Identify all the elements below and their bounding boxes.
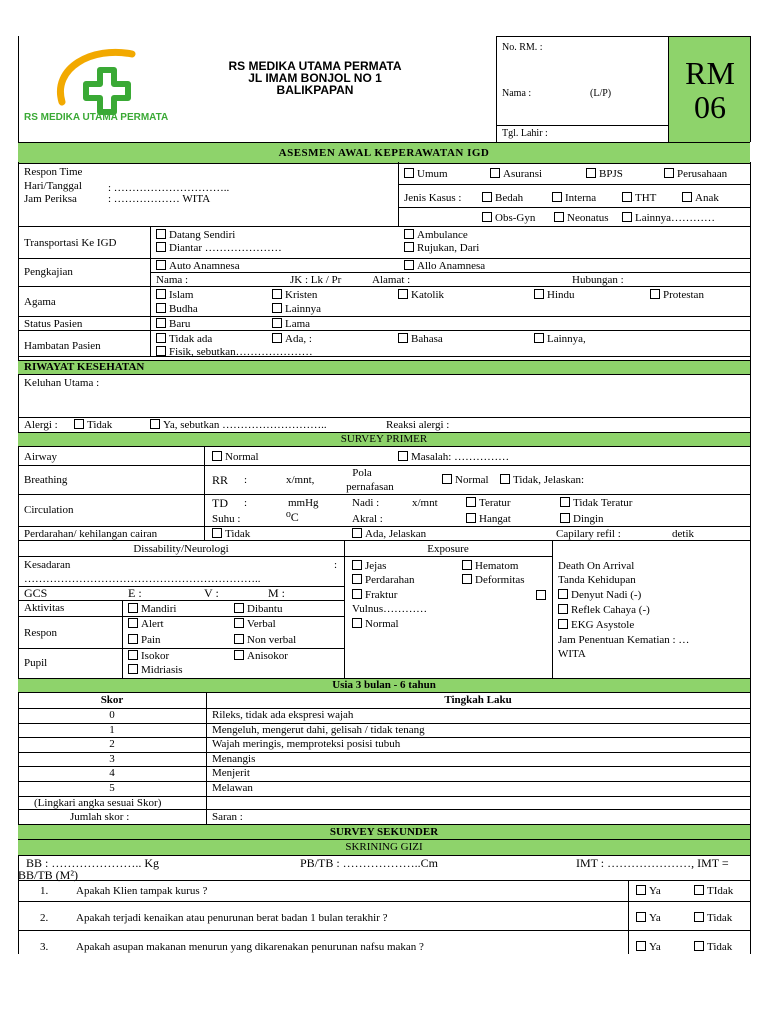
check-bahasa[interactable]: Bahasa: [398, 333, 443, 345]
check-bpjs[interactable]: BPJS: [586, 168, 623, 180]
pengkajian-alamat[interactable]: Alamat :: [372, 274, 411, 286]
check-alert[interactable]: Alert: [128, 618, 164, 630]
q3-text: Apakah asupan makanan menurun yang dikarenakan penurunan nafsu makan ?: [76, 941, 424, 953]
hospital-address: JL IMAM BONJOL NO 1: [248, 71, 382, 85]
check-protestan[interactable]: Protestan: [650, 289, 704, 301]
check-fisik[interactable]: Fisik, sebutkan…………………: [156, 346, 313, 358]
respon-label: Respon: [24, 627, 57, 639]
jumlah-skor[interactable]: Jumlah skor :: [70, 811, 130, 823]
hari-value[interactable]: : …………………………..: [108, 182, 230, 194]
tgl-lahir-label: Tgl. Lahir :: [502, 128, 548, 139]
check-anak[interactable]: Anak: [682, 192, 719, 204]
pupil-label: Pupil: [24, 657, 48, 669]
hospital-city: BALIKPAPAN: [276, 83, 354, 97]
death-title: Death On Arrival: [558, 560, 635, 572]
gcs-v[interactable]: V :: [204, 586, 219, 600]
check-deformitas[interactable]: Deformitas: [462, 574, 524, 586]
no-rm-label: No. RM. :: [502, 42, 543, 53]
form-title: ASESMEN AWAL KEPERAWATAN IGD: [278, 147, 490, 159]
pain-score-3[interactable]: 3: [109, 753, 115, 765]
survey-sekunder-title: SURVEY SEKUNDER: [329, 826, 439, 838]
status-label: Status Pasien: [24, 318, 83, 330]
pain-score-2[interactable]: 2: [109, 738, 115, 750]
jam-kematian-wita: WITA: [558, 648, 586, 660]
check-nonverbal[interactable]: Non verbal: [234, 634, 296, 646]
check-hangat[interactable]: Hangat: [466, 513, 511, 525]
logo-text: RS MEDIKA UTAMA PERMATA: [24, 112, 169, 123]
check-bedah[interactable]: Bedah: [482, 192, 523, 204]
check-tht[interactable]: THT: [622, 192, 656, 204]
check-teratur[interactable]: Teratur: [466, 497, 511, 509]
jam-kematian[interactable]: Jam Penentuan Kematian : …: [558, 634, 690, 646]
check-lama[interactable]: Lama: [272, 318, 310, 330]
survey-primer-title: SURVEY PRIMER: [340, 433, 428, 445]
tanda-kehidupan: Tanda Kehidupan: [558, 574, 636, 586]
suhu-unit: ⁰C: [286, 510, 299, 524]
hospital-name: RS MEDIKA UTAMA PERMATA: [228, 59, 402, 73]
rr-label: RR: [212, 473, 229, 487]
pbtb-field[interactable]: PB/TB : ………………..Cm: [300, 856, 439, 870]
pengkajian-hubungan[interactable]: Hubungan :: [572, 274, 624, 286]
check-islam[interactable]: Islam: [156, 289, 193, 301]
jam-value[interactable]: : ……………… WITA: [108, 193, 211, 205]
check-tidak-ada[interactable]: Tidak ada: [156, 333, 212, 345]
hari-label: Hari/Tanggal: [24, 180, 82, 192]
check-jejas[interactable]: Jejas: [352, 560, 386, 572]
nama-label: Nama :: [502, 88, 532, 99]
check-lainnya-kasus[interactable]: Lainnya…………: [622, 212, 715, 224]
check-kristen[interactable]: Kristen: [272, 289, 317, 301]
td-unit: mmHg: [288, 497, 319, 509]
check-neonatus[interactable]: Neonatus: [554, 212, 609, 224]
check-airway-normal[interactable]: Normal: [212, 451, 259, 463]
check-datang-sendiri[interactable]: Datang Sendiri: [156, 229, 235, 241]
check-perdarahan-exp[interactable]: Perdarahan: [352, 574, 414, 586]
agama-label: Agama: [24, 296, 56, 308]
skor-header: Skor: [100, 694, 124, 706]
exposure-title: Exposure: [427, 543, 469, 555]
pain-score-1[interactable]: 1: [109, 724, 115, 736]
pain-score-4[interactable]: 4: [109, 767, 115, 779]
check-tidak-teratur[interactable]: Tidak Teratur: [560, 497, 632, 509]
td-label: TD: [212, 496, 228, 510]
check-airway-masalah[interactable]: Masalah: ……………: [398, 451, 509, 463]
hambatan-label: Hambatan Pasien: [24, 340, 101, 352]
kesadaran-colon: :: [334, 559, 338, 571]
skrining-gizi-title: SKRINING GIZI: [345, 841, 423, 853]
bbtb-field: BB/TB (M²): [18, 868, 78, 882]
riwayat-title: RIWAYAT KESEHATAN: [24, 361, 145, 373]
check-midriasis[interactable]: Midriasis: [128, 664, 183, 676]
pola-label-1: Pola: [352, 467, 372, 479]
check-mandiri[interactable]: Mandiri: [128, 603, 176, 615]
pain-scale-title: Usia 3 bulan - 6 tahun: [332, 679, 436, 691]
breathing-label: Breathing: [24, 474, 68, 486]
check-interna[interactable]: Interna: [552, 192, 596, 204]
check-pain[interactable]: Pain: [128, 634, 161, 646]
check-asuransi[interactable]: Asuransi: [490, 168, 542, 180]
check-perusahaan[interactable]: Perusahaan: [664, 168, 727, 180]
check-q3-ya[interactable]: Ya: [636, 941, 661, 953]
akral-label: Akral :: [352, 513, 383, 525]
neuro-title: Dissability/Neurologi: [133, 543, 229, 555]
pain-desc-4: Menjerit: [212, 767, 250, 779]
pain-desc-1: Mengeluh, mengerut dahi, gelisah / tidak tenang: [212, 724, 425, 736]
check-verbal[interactable]: Verbal: [234, 618, 276, 630]
pain-score-0[interactable]: 0: [109, 709, 115, 721]
check-isokor[interactable]: Isokor: [128, 650, 169, 662]
gcs-m[interactable]: M :: [268, 586, 286, 600]
q1-number: 1.: [40, 885, 49, 897]
respon-time-label: Respon Time: [24, 166, 83, 178]
pain-desc-0: Rileks, tidak ada ekspresi wajah: [212, 709, 354, 721]
check-obsgyn[interactable]: Obs-Gyn: [482, 212, 535, 224]
check-pola-normal[interactable]: Normal: [442, 474, 489, 486]
check-auto-anamnesa[interactable]: Auto Anamnesa: [156, 260, 240, 272]
check-reflek[interactable]: Reflek Cahaya (-): [558, 604, 650, 616]
q2-text: Apakah terjadi kenaikan atau penurunan berat badan 1 bulan terakhir ?: [76, 912, 388, 924]
hospital-logo: [22, 40, 202, 128]
check-umum[interactable]: Umum: [404, 168, 448, 180]
check-q2-tidak[interactable]: Tidak: [694, 912, 732, 924]
check-q3-tidak[interactable]: Tidak: [694, 941, 732, 953]
pengkajian-label: Pengkajian: [24, 266, 73, 278]
gcs-label: GCS: [24, 586, 48, 600]
perdarahan-label: Perdarahan/ kehilangan cairan: [24, 528, 158, 540]
check-perdarahan-ada[interactable]: Ada, Jelaskan: [352, 528, 426, 540]
check-vulnus[interactable]: Vulnus…………: [352, 603, 428, 615]
transport-label: Transportasi Ke IGD: [24, 237, 117, 249]
check-baru[interactable]: Baru: [156, 318, 190, 330]
check-perdarahan-tidak[interactable]: Tidak: [212, 528, 250, 540]
check-q2-ya[interactable]: Ya: [636, 912, 661, 924]
kesadaran-label: Kesadaran: [24, 559, 71, 571]
jam-label: Jam Periksa: [24, 193, 77, 205]
pain-desc-2: Wajah meringis, memproteksi posisi tubuh: [212, 738, 401, 750]
tingkah-header: Tingkah Laku: [444, 694, 512, 706]
check-fraktur[interactable]: Fraktur: [352, 589, 397, 601]
check-alergi-tidak[interactable]: Tidak: [74, 419, 112, 431]
capilary-unit: detik: [672, 528, 694, 540]
check-dibantu[interactable]: Dibantu: [234, 603, 282, 615]
q1-text: Apakah Klien tampak kurus ?: [76, 885, 208, 897]
check-ambulance[interactable]: Ambulance: [404, 229, 468, 241]
check-lainnya-hambatan[interactable]: Lainnya,: [534, 333, 586, 345]
alergi-label: Alergi :: [24, 419, 58, 431]
pain-score-5[interactable]: 5: [109, 782, 115, 794]
check-hindu[interactable]: Hindu: [534, 289, 575, 301]
reaksi-label[interactable]: Reaksi alergi :: [386, 419, 450, 431]
rr-unit: x/mnt,: [286, 474, 315, 486]
check-q1-tidak[interactable]: TIdak: [694, 885, 733, 897]
pain-desc-5: Melawan: [212, 782, 253, 794]
gcs-e[interactable]: E :: [128, 586, 142, 600]
check-allo-anamnesa[interactable]: Allo Anamnesa: [404, 260, 485, 272]
check-normal-exp[interactable]: Normal: [352, 618, 399, 630]
check-alergi-ya[interactable]: Ya, sebutkan ………………………..: [150, 419, 327, 431]
check-q1-ya[interactable]: Ya: [636, 885, 661, 897]
check-anisokor[interactable]: Anisokor: [234, 650, 288, 662]
kesadaran-value[interactable]: ………………………………………………………..: [24, 573, 261, 585]
bb-field[interactable]: BB : ………………….. Kg: [26, 856, 160, 870]
form-code: RM 06: [685, 55, 735, 125]
pengkajian-jk[interactable]: JK : Lk / Pr: [290, 274, 342, 286]
check-hematom[interactable]: Hematom: [462, 560, 518, 572]
check-katolik[interactable]: Katolik: [398, 289, 444, 301]
check-ekg[interactable]: EKG Asystole: [558, 619, 634, 631]
check-lainnya-agama[interactable]: Lainnya: [272, 303, 321, 315]
q2-number: 2.: [40, 912, 49, 924]
nadi-unit: x/mnt: [412, 497, 438, 509]
capilary-label[interactable]: Capilary refil :: [556, 528, 621, 540]
gender-label: (L/P): [590, 88, 612, 99]
circulation-label: Circulation: [24, 504, 74, 516]
nadi-label: Nadi :: [352, 497, 380, 509]
imt-field[interactable]: IMT : …………………, IMT =: [576, 856, 729, 870]
check-denyut[interactable]: Denyut Nadi (-): [558, 589, 641, 601]
airway-label: Airway: [24, 451, 57, 463]
check-dingin[interactable]: Dingin: [560, 513, 604, 525]
lingkari-note: (Lingkari angka sesuai Skor): [34, 797, 162, 809]
vulnus-checkbox[interactable]: [536, 590, 546, 600]
q3-number: 3.: [40, 941, 49, 953]
jenis-kasus-label: Jenis Kasus :: [404, 192, 462, 204]
suhu-label: Suhu :: [212, 513, 241, 525]
pola-label-2: pernafasan: [346, 481, 394, 493]
pain-desc-3: Menangis: [212, 753, 256, 765]
check-ada[interactable]: Ada, :: [272, 333, 312, 345]
check-budha[interactable]: Budha: [156, 303, 198, 315]
rr-colon: :: [244, 474, 248, 486]
aktivitas-label: Aktivitas: [24, 602, 65, 614]
td-colon: :: [244, 497, 248, 509]
check-diantar[interactable]: Diantar …………………: [156, 242, 282, 254]
check-pola-tidak[interactable]: Tidak, Jelaskan:: [500, 474, 584, 486]
pengkajian-nama[interactable]: Nama :: [156, 274, 189, 286]
check-rujukan[interactable]: Rujukan, Dari: [404, 242, 479, 254]
saran-label[interactable]: Saran :: [212, 811, 243, 823]
keluhan-label[interactable]: Keluhan Utama :: [24, 377, 100, 389]
